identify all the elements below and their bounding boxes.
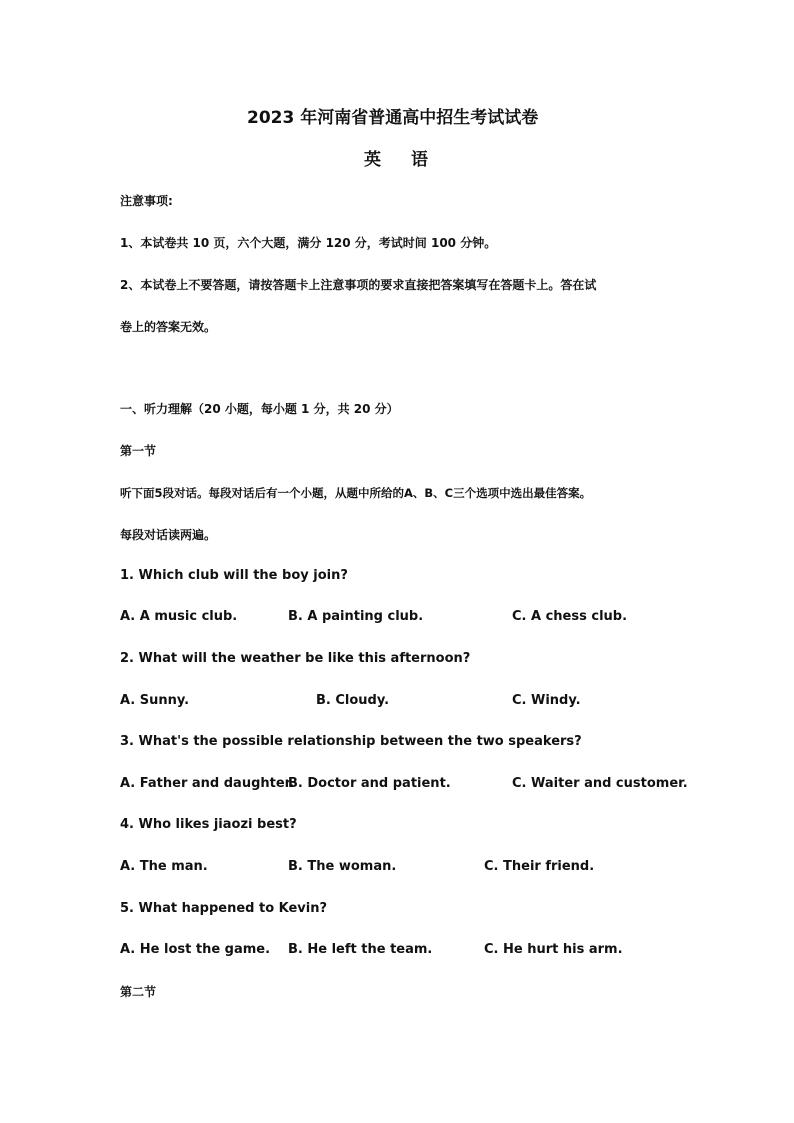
question-stem: 2. What will the weather be like this afternoon? [120,651,471,666]
subject-char-right: 语 [411,150,428,170]
question-stem: 5. What happened to Kevin? [120,901,328,916]
question-stem: 3. What's the possible relationship between the two speakers? [120,734,582,749]
option-b: B. He left the team. [288,942,433,957]
option-c: C. Their friend. [484,859,595,874]
option-b: B. The woman. [288,859,397,874]
part-1-heading: 第一节 [120,444,157,458]
option-a: A. The man. [120,859,208,874]
option-c: C. He hurt his arm. [484,942,623,957]
option-c: C. Waiter and customer. [512,776,688,791]
part-2-heading: 第二节 [120,985,157,999]
option-a: A. Sunny. [120,693,190,708]
option-a: A. He lost the game. [120,942,271,957]
notice-item-2-line-2: 卷上的答案无效。 [120,320,217,334]
notice-heading: 注意事项: [120,194,173,208]
option-b: B. Cloudy. [316,693,390,708]
option-c: C. A chess club. [512,609,628,624]
exam-title: 2023 年河南省普通高中招生考试试卷 [247,108,539,128]
option-a: A. A music club. [120,609,238,624]
option-a: A. Father and daughter. [120,776,295,791]
notice-item-1: 1、本试卷共 10 页，六个大题，满分 120 分，考试时间 100 分钟。 [120,236,497,250]
option-b: B. Doctor and patient. [288,776,451,791]
notice-item-2-line-1: 2、本试卷上不要答题，请按答题卡上注意事项的要求直接把答案填写在答题卡上。答在试 [120,278,597,292]
question-stem: 1. Which club will the boy join? [120,568,348,583]
option-c: C. Windy. [512,693,581,708]
instruction-line-1: 听下面5段对话。每段对话后有一个小题，从题中所给的A、B、C三个选项中选出最佳答案。 [120,486,592,500]
option-b: B. A painting club. [288,609,424,624]
section-heading: 一、听力理解（20 小题，每小题 1 分，共 20 分） [120,402,399,416]
subject-char-left: 英 [364,150,381,170]
instruction-line-2: 每段对话读两遍。 [120,528,217,542]
question-stem: 4. Who likes jiaozi best? [120,817,297,832]
